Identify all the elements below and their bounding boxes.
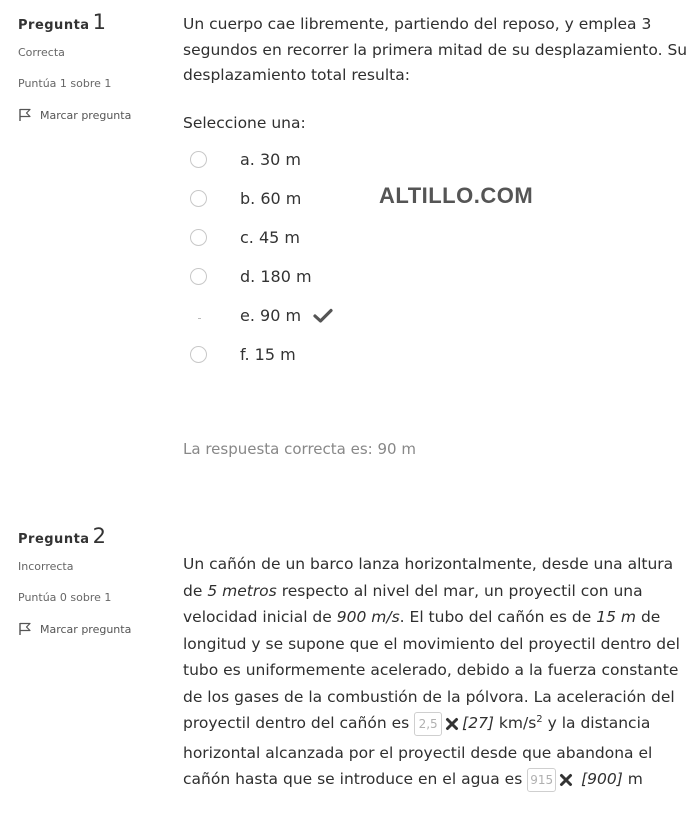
question-label: Pregunta [18,532,90,547]
radio-button-selected[interactable] [190,307,207,324]
radio-button[interactable] [190,190,207,207]
question-2-title [18,524,168,548]
question-1-title [18,10,168,34]
question-1-info [18,10,168,122]
flag-icon [18,108,32,122]
cross-icon [445,717,459,731]
question-text [183,551,688,793]
radio-button[interactable] [190,151,207,168]
question-grade: Puntúa 0 sobre 1 [18,591,112,604]
text-segment: de longitud y se supone que el movimiento del proyectil dentro del tubo es uniformemente acelerado, debido a la fuerza constante de los gases de la combustión de la pólvora. La aceleración del proyectil dentro del cañón es [183,608,680,732]
answer-list [183,140,688,374]
length-value: 15 m [596,608,636,626]
answer-label: b. 60 m [240,188,302,208]
height-value: 5 metros [207,581,277,600]
answer-option-e[interactable] [183,296,688,335]
radio-button[interactable] [190,229,207,246]
answer-label: c. 45 m [240,227,300,247]
watermark: ALTILLO.COM [379,183,534,208]
question-grade: Puntúa 1 sobre 1 [18,77,112,90]
flag-question-label: Marcar pregunta [40,622,132,636]
unit-label: m [627,770,643,788]
answer-input-distance[interactable]: 915 [527,768,556,792]
radio-button[interactable] [190,268,207,285]
velocity-value: 900 m/s [336,608,400,626]
cross-icon [559,773,573,787]
unit-label: km/s [498,714,537,732]
question-1-content [183,12,688,463]
answer-option-c[interactable] [183,218,688,257]
answer-option-a[interactable] [183,140,688,179]
flag-icon [18,622,32,636]
question-number: 1 [92,10,107,34]
answer-label: d. 180 m [240,266,312,286]
answer-option-d[interactable] [183,257,688,296]
answer-label: e. 90 m [240,305,302,325]
flag-question-label: Marcar pregunta [40,108,132,122]
unit-exponent: 2 [536,714,543,725]
correct-answer-acceleration: [27] [462,714,494,732]
check-icon [313,308,333,324]
text-segment: . El tubo del cañón es de [399,608,592,626]
question-state: Correcta [18,46,65,59]
flag-question-button[interactable] [18,108,168,122]
question-2-info [18,524,168,636]
text-segment: Un cañón de un barco lanza horizontalmente, desde una altura de [183,555,674,600]
question-state: Incorrecta [18,560,74,573]
correct-answer-feedback: La respuesta correcta es: 90 m [183,440,416,458]
text-segment: respecto al nivel del mar, un proyectil con una velocidad inicial de [183,581,643,626]
select-prompt: Seleccione una: [183,113,306,132]
question-text: Un cuerpo cae libremente, partiendo del reposo, y emplea 3 segundos en recorrer la primera mitad de su desplazamiento. Su desplazamiento total resulta: [183,15,688,84]
question-number: 2 [92,524,107,548]
text-segment: y la distancia horizontal alcanzada por el proyectil desde que abandona el cañón hasta que se introduce en el agua es [183,714,653,788]
answer-label: a. 30 m [240,149,302,169]
question-label: Pregunta [18,18,90,33]
radio-button[interactable] [190,346,207,363]
question-2-content [183,551,688,793]
correct-answer-distance: [900] [581,770,623,788]
flag-question-button[interactable] [18,622,168,636]
answer-label: f. 15 m [240,344,296,364]
answer-option-f[interactable] [183,335,688,374]
answer-input-acceleration[interactable]: 2,5 [414,712,442,736]
